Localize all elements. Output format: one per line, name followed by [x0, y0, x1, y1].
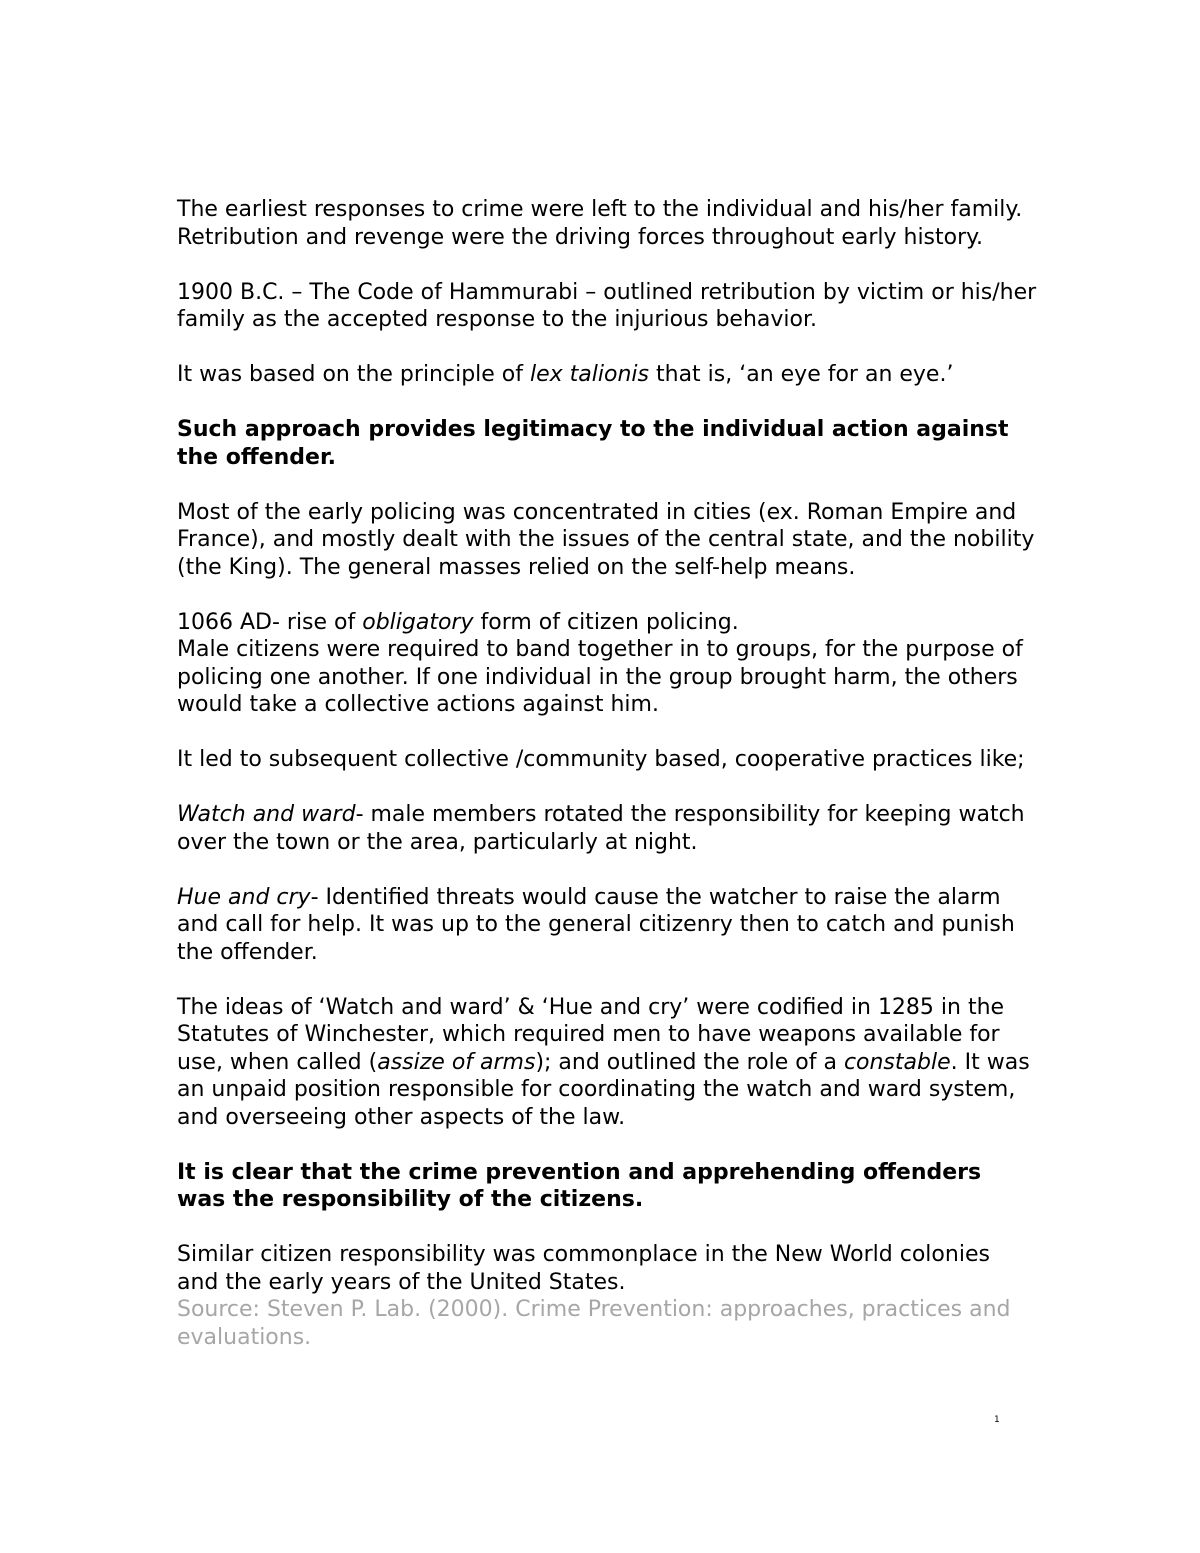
text-segment: . It was an unpaid position responsible for coordinating the watch and ward system, and overseeing other aspects of the law.: [177, 1049, 1030, 1130]
text-segment: - male members rotated the responsibility for keeping watch over the town or the area, particularly at night.: [177, 802, 1025, 855]
text-segment: that is, ‘an eye for an eye.’: [649, 362, 954, 387]
paragraph-collective-practices: It led to subsequent collective /community based, cooperative practices like;: [177, 747, 1025, 772]
source-citation: Source: Steven P. Lab. (2000). Crime Prevention: approaches, practices and evaluations.: [177, 1297, 1011, 1350]
emphasis-constable: constable: [843, 1049, 951, 1075]
text-segment: The ideas of ‘Watch and ward’ & ‘Hue and cry’ were codified in 1285 in the Statutes of Winchester, which required men to have weapons available for use, when called (: [177, 994, 1005, 1075]
paragraph-new-world: Similar citizen responsibility was commonplace in the New World colonies and the early years of the United States.: [177, 1242, 990, 1295]
emphasis-obligatory: obligatory: [362, 609, 474, 635]
text-segment: ); and outlined the role of a: [535, 1049, 844, 1075]
text-segment: It was based on the principle of: [177, 362, 531, 387]
text-segment: - Identified threats would cause the watcher to raise the alarm and call for help. It was up to the general citizenry then to catch and punish the offender.: [177, 884, 1015, 965]
paragraph-watch-and-ward: [177, 801, 1037, 856]
paragraph-earliest-responses: The earliest responses to crime were left to the individual and his/her family.: [177, 197, 1023, 222]
emphasis-hue-and-cry: Hue and cry: [177, 884, 311, 910]
document-body: [177, 196, 1037, 1351]
paragraph-early-policing: Most of the early policing was concentrated in cities (ex. Roman Empire and France), and mostly dealt with the issues of the central state, and the nobility (the King). The general masses relied on the self-help means.: [177, 499, 1035, 580]
paragraph-hue-and-cry: [177, 884, 1037, 967]
paragraph-hammurabi: 1900 B.C. – The Code of Hammurabi – outlined retribution by victim or his/her family as the accepted response to the injurious behavior.: [177, 279, 1037, 332]
paragraph-1066: [177, 609, 1037, 637]
paragraph-male-citizens: Male citizens were required to band together in to groups, for the purpose of policing one another. If one individual in the group brought harm, the others would take a collective actions against him.: [177, 637, 1023, 717]
emphasis-watch-and-ward: Watch and ward: [177, 802, 356, 827]
paragraph-lex-talionis: [177, 361, 1037, 389]
paragraph-retribution: Retribution and revenge were the driving forces throughout early history.: [177, 224, 984, 250]
emphasis-lex-talionis: lex talionis: [530, 362, 649, 387]
bold-statement-citizen-responsibility: It is clear that the crime prevention and apprehending offenders was the responsibility of the citizens.: [177, 1159, 982, 1212]
page-number: 1: [994, 1415, 1000, 1425]
paragraph-statutes-of-winchester: [177, 994, 1037, 1132]
text-segment: form of citizen policing.: [473, 609, 739, 635]
bold-statement-legitimacy: Such approach provides legitimacy to the individual action against the offender.: [177, 417, 1009, 470]
text-segment: 1066 AD- rise of: [177, 609, 363, 635]
emphasis-assize-of-arms: assize of arms: [377, 1049, 536, 1075]
